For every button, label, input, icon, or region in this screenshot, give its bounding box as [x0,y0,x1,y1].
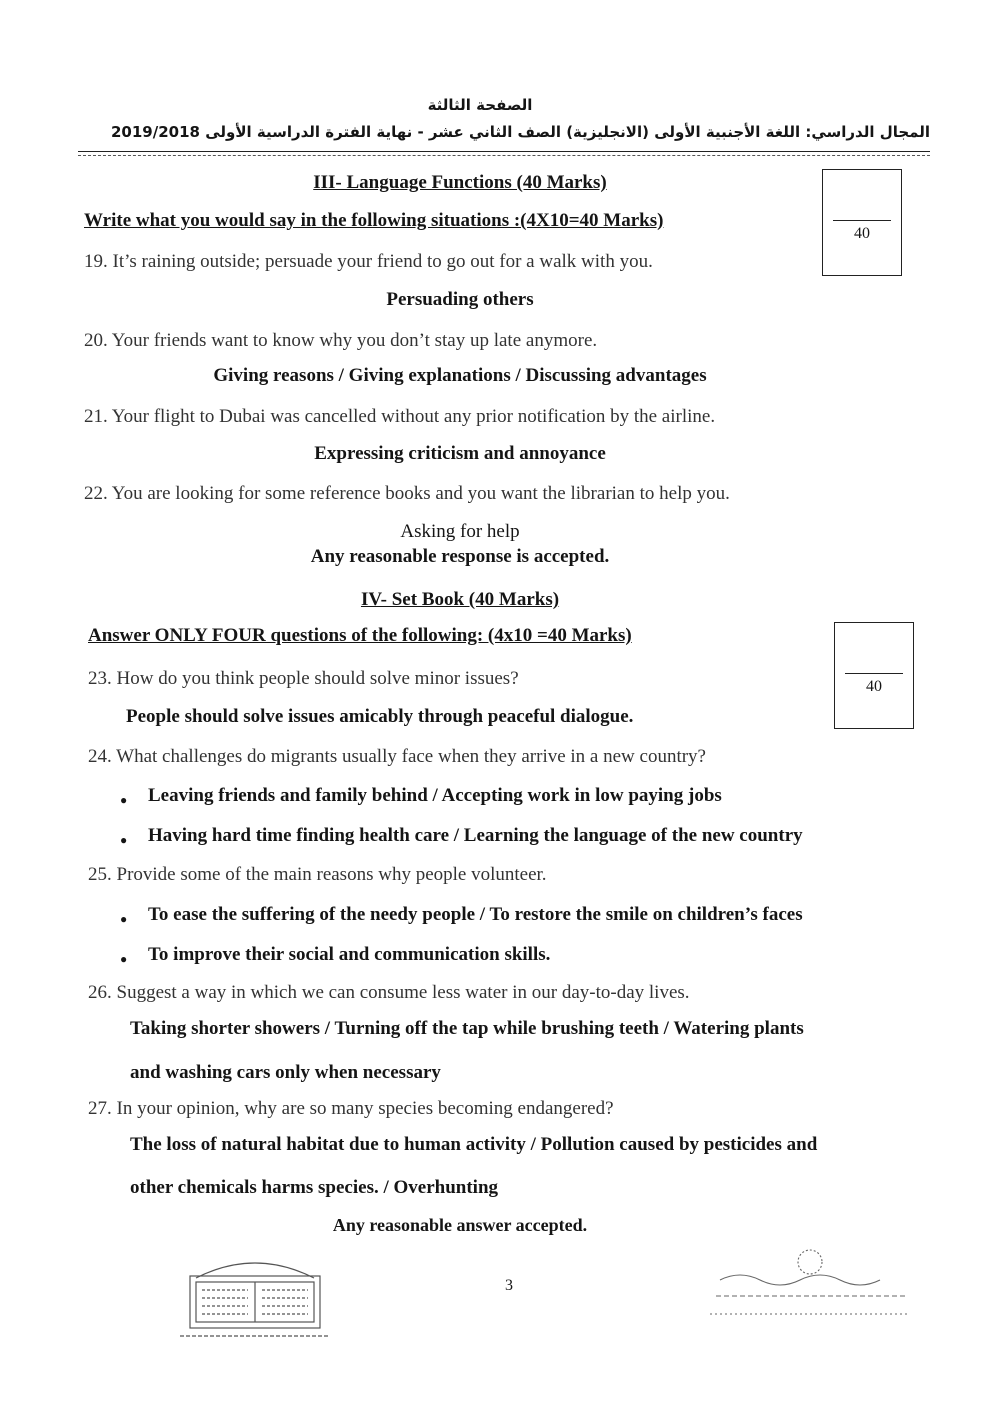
section4-score: 40 [866,678,882,695]
section3-score-box [822,169,902,276]
stamp-seal-icon [176,1238,334,1342]
answer-19: Persuading others [386,289,534,310]
page-label: الصفحة الثالثة [427,96,533,114]
section3-score: 40 [854,225,870,242]
signature-seal-icon [700,1240,920,1330]
question-24: 24. What challenges do migrants usually face when they arrive in a new country? [88,746,706,767]
answer-26-line-2: and washing cars only when necessary [130,1062,441,1083]
bullet-icon: ● [120,793,128,807]
header-rule [78,151,930,152]
bullet-icon: ● [120,912,128,926]
question-19: 19. It’s raining outside; persuade your friend to go out for a walk with you. [84,251,653,272]
answer-22: Asking for help [400,521,520,542]
bullet-icon: ● [120,952,128,966]
section3-title: III- Language Functions (40 Marks) [313,172,607,193]
section3-note: Any reasonable response is accepted. [310,546,610,567]
question-23: 23. How do you think people should solve minor issues? [88,668,519,689]
section4-instruction: Answer ONLY FOUR questions of the following: (4x10 =40 Marks) [88,625,632,646]
answer-20: Giving reasons / Giving explanations / Discussing advantages [213,365,707,386]
question-21: 21. Your flight to Dubai was cancelled without any prior notification by the airline. [84,406,716,427]
course-header: المجال الدراسي: اللغة الأجنبية الأولى (الانجليزية) الصف الثاني عشر - نهاية الفترة الدراسية الأولى 2019/2018 [110,123,930,141]
answer-23: People should solve issues amicably through peaceful dialogue. [126,706,634,727]
answer-24-bullet-1: Leaving friends and family behind / Accepting work in low paying jobs [148,785,722,806]
question-22: 22. You are looking for some reference books and you want the librarian to help you. [84,483,730,504]
section4-score-box [834,622,914,729]
answer-21: Expressing criticism and annoyance [314,443,606,464]
page-number: 3 [505,1277,513,1294]
question-26: 26. Suggest a way in which we can consume less water in our day-to-day lives. [88,982,690,1003]
answer-27-line-2: other chemicals harms species. / Overhunting [130,1177,499,1198]
section3-instruction: Write what you would say in the following situations :(4X10=40 Marks) [84,210,664,231]
question-27: 27. In your opinion, why are so many species becoming endangered? [88,1098,614,1119]
header-rule-dashed [78,155,930,156]
score-line [833,220,891,221]
answer-25-bullet-1: To ease the suffering of the needy people / To restore the smile on children’s faces [148,904,803,925]
answer-26-line-1: Taking shorter showers / Turning off the tap while brushing teeth / Watering plants [130,1018,804,1039]
question-20: 20. Your friends want to know why you don’t stay up late anymore. [84,330,598,351]
section4-title: IV- Set Book (40 Marks) [360,589,560,610]
score-line [845,673,903,674]
answer-24-bullet-2: Having hard time finding health care / Learning the language of the new country [148,825,803,846]
question-25: 25. Provide some of the main reasons why people volunteer. [88,864,547,885]
bullet-icon: ● [120,833,128,847]
answer-27-line-1: The loss of natural habitat due to human activity / Pollution caused by pesticides and [130,1134,818,1155]
answer-25-bullet-2: To improve their social and communication skills. [148,944,551,965]
section4-note: Any reasonable answer accepted. [332,1215,588,1235]
